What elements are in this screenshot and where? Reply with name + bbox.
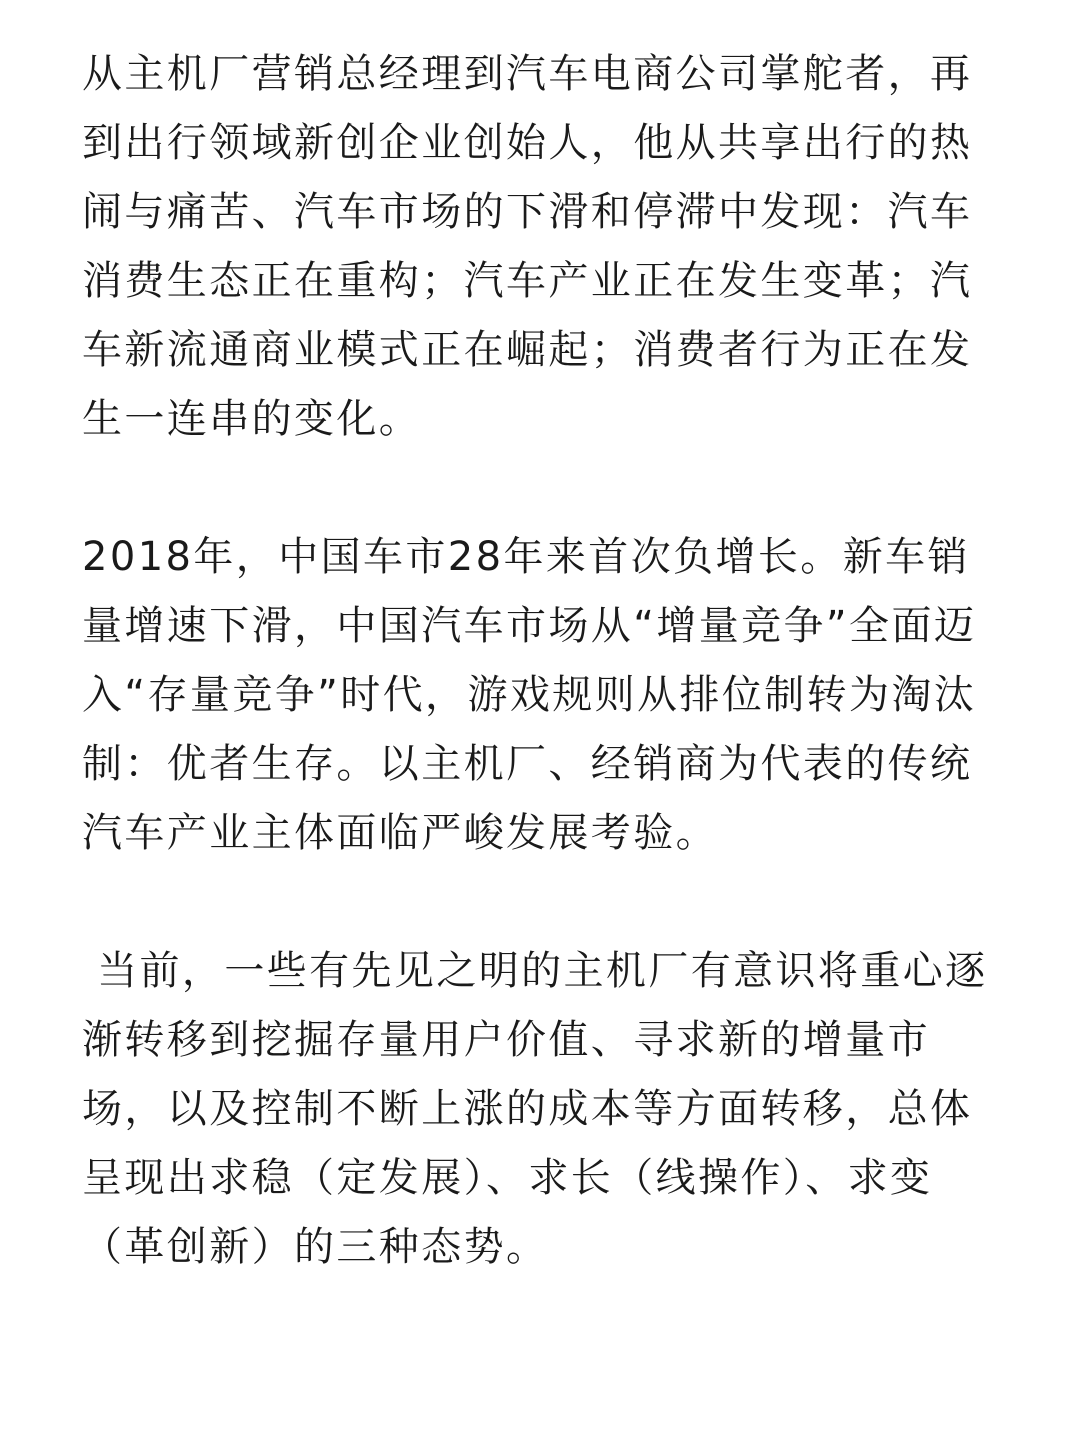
paragraph-1: 从主机厂营销总经理到汽车电商公司掌舵者，再到出行领域新创企业创始人，他从共享出行的热闹与痛苦、汽车市场的下滑和停滞中发现：汽车消费生态正在重构；汽车产业正在发生变革；汽车新流通商业模式正在崛起；消费者行为正在发生一连串的变化。: [82, 51, 973, 442]
paragraph-2: 2018年，中国车市28年来首次负增长。新车销量增速下滑，中国汽车市场从“增量竞争”全面迈入“存量竞争”时代，游戏规则从排位制转为淘汰制：优者生存。以主机厂、经销商为代表的传统汽车产业主体面临严峻发展考验。: [82, 534, 977, 856]
article-body: [82, 40, 1002, 1282]
paragraph-3: 当前，一些有先见之明的主机厂有意识将重心逐渐转移到挖掘存量用户价值、寻求新的增量市场，以及控制不断上涨的成本等方面转移，总体呈现出求稳（定发展）、求长（线操作）、求变（革创新）的三种态势。: [82, 948, 988, 1270]
